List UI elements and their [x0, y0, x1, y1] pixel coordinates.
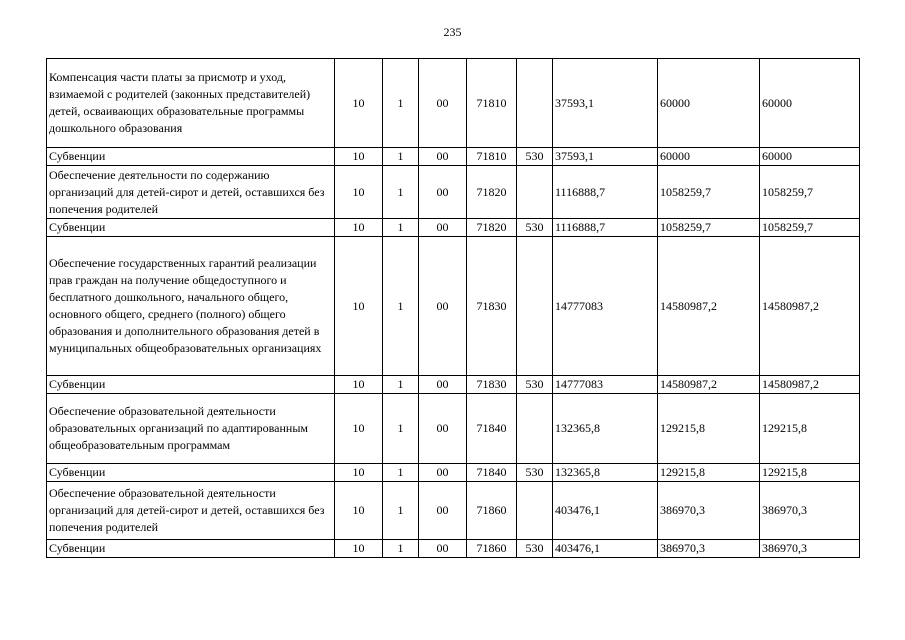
row-target-code: 71840: [467, 464, 517, 482]
row-target-code: 71860: [467, 540, 517, 558]
row-subsection: 1: [383, 540, 419, 558]
row-target-code: 71820: [467, 166, 517, 219]
row-name: Обеспечение деятельности по содержанию организаций для детей-сирот и детей, оставшихся без попечения родителей: [47, 166, 335, 219]
row-target-code: 71810: [467, 59, 517, 148]
row-target-code: 71830: [467, 237, 517, 376]
row-section: 10: [335, 219, 383, 237]
row-expense-type: [517, 394, 553, 464]
row-expense-type: 530: [517, 219, 553, 237]
row-program-code: 00: [419, 394, 467, 464]
row-section: 10: [335, 464, 383, 482]
table-row: [47, 464, 860, 482]
table-row: [47, 166, 860, 219]
row-sum-3: 14580987,2: [760, 237, 860, 376]
row-section: 10: [335, 376, 383, 394]
row-sum-1: 1116888,7: [553, 219, 658, 237]
budget-table: [46, 58, 860, 558]
row-section: 10: [335, 59, 383, 148]
row-program-code: 00: [419, 464, 467, 482]
row-name: Субвенции: [47, 148, 335, 166]
table-row: [47, 394, 860, 464]
row-section: 10: [335, 237, 383, 376]
table-row: [47, 148, 860, 166]
row-sum-1: 132365,8: [553, 394, 658, 464]
row-sum-3: 129215,8: [760, 394, 860, 464]
row-sum-2: 14580987,2: [658, 237, 760, 376]
row-sum-2: 129215,8: [658, 464, 760, 482]
row-name: Субвенции: [47, 540, 335, 558]
row-sum-3: 1058259,7: [760, 166, 860, 219]
row-expense-type: 530: [517, 148, 553, 166]
table-row: [47, 482, 860, 540]
row-program-code: 00: [419, 148, 467, 166]
row-name: Субвенции: [47, 376, 335, 394]
row-target-code: 71820: [467, 219, 517, 237]
row-sum-2: 386970,3: [658, 540, 760, 558]
row-expense-type: [517, 166, 553, 219]
row-sum-2: 386970,3: [658, 482, 760, 540]
table-row: [47, 59, 860, 148]
row-subsection: 1: [383, 376, 419, 394]
row-sum-3: 386970,3: [760, 540, 860, 558]
row-target-code: 71840: [467, 394, 517, 464]
table-row: [47, 376, 860, 394]
table-row: [47, 219, 860, 237]
row-sum-1: 37593,1: [553, 148, 658, 166]
row-expense-type: [517, 482, 553, 540]
row-program-code: 00: [419, 166, 467, 219]
row-sum-3: 60000: [760, 59, 860, 148]
row-name: Обеспечение образовательной деятельности образовательных организаций по адаптированным общеобразовательным программам: [47, 394, 335, 464]
row-name: Компенсация части платы за присмотр и уход, взимаемой с родителей (законных представителей) детей, осваивающих образовательные программы дошкольного образования: [47, 59, 335, 148]
row-subsection: 1: [383, 394, 419, 464]
row-sum-3: 14580987,2: [760, 376, 860, 394]
row-subsection: 1: [383, 482, 419, 540]
row-sum-3: 129215,8: [760, 464, 860, 482]
page-number: 235: [443, 25, 462, 39]
row-subsection: 1: [383, 237, 419, 376]
row-section: 10: [335, 394, 383, 464]
row-program-code: 00: [419, 237, 467, 376]
row-expense-type: 530: [517, 376, 553, 394]
row-subsection: 1: [383, 219, 419, 237]
row-sum-2: 60000: [658, 59, 760, 148]
row-sum-2: 60000: [658, 148, 760, 166]
row-sum-3: 386970,3: [760, 482, 860, 540]
row-target-code: 71810: [467, 148, 517, 166]
row-program-code: 00: [419, 219, 467, 237]
row-subsection: 1: [383, 148, 419, 166]
row-expense-type: 530: [517, 540, 553, 558]
row-name: Обеспечение государственных гарантий реализации прав граждан на получение общедоступного и бесплатного дошкольного, начального общего, основного общего, среднего (полного) общего образования и дополнительного образования детей в муниципальных общеобразовательных организациях: [47, 237, 335, 376]
row-subsection: 1: [383, 464, 419, 482]
row-sum-1: 403476,1: [553, 540, 658, 558]
row-subsection: 1: [383, 166, 419, 219]
row-section: 10: [335, 148, 383, 166]
row-program-code: 00: [419, 376, 467, 394]
row-sum-1: 132365,8: [553, 464, 658, 482]
row-name: Субвенции: [47, 219, 335, 237]
row-sum-1: 1116888,7: [553, 166, 658, 219]
row-program-code: 00: [419, 540, 467, 558]
table-row: [47, 540, 860, 558]
row-program-code: 00: [419, 59, 467, 148]
row-subsection: 1: [383, 59, 419, 148]
row-sum-2: 129215,8: [658, 394, 760, 464]
row-target-code: 71860: [467, 482, 517, 540]
row-sum-1: 403476,1: [553, 482, 658, 540]
row-section: 10: [335, 482, 383, 540]
row-target-code: 71830: [467, 376, 517, 394]
row-expense-type: 530: [517, 464, 553, 482]
row-sum-2: 1058259,7: [658, 166, 760, 219]
row-name: Обеспечение образовательной деятельности организаций для детей-сирот и детей, оставшихся без попечения родителей: [47, 482, 335, 540]
row-section: 10: [335, 540, 383, 558]
row-sum-1: 14777083: [553, 237, 658, 376]
row-name: Субвенции: [47, 464, 335, 482]
row-sum-1: 14777083: [553, 376, 658, 394]
row-program-code: 00: [419, 482, 467, 540]
row-section: 10: [335, 166, 383, 219]
row-expense-type: [517, 59, 553, 148]
row-sum-1: 37593,1: [553, 59, 658, 148]
row-sum-3: 1058259,7: [760, 219, 860, 237]
row-sum-2: 1058259,7: [658, 219, 760, 237]
row-sum-3: 60000: [760, 148, 860, 166]
table-row: [47, 237, 860, 376]
row-expense-type: [517, 237, 553, 376]
row-sum-2: 14580987,2: [658, 376, 760, 394]
